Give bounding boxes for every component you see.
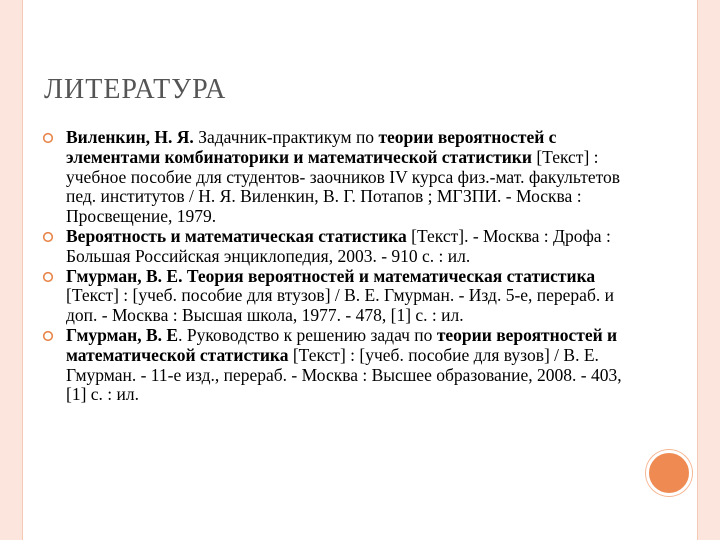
title-bold: теории вероятностей и математической статистика bbox=[66, 324, 618, 365]
circle-bullet-icon bbox=[42, 132, 54, 144]
bibliography-item bbox=[42, 267, 622, 326]
decorative-orange-circle bbox=[646, 450, 692, 496]
right-decorative-border bbox=[698, 0, 720, 540]
author-title-bold: Гмурман, В. Е. Теория вероятностей и математическая статистика bbox=[66, 265, 596, 286]
bibliography-list bbox=[42, 128, 622, 405]
left-border-line bbox=[22, 0, 23, 540]
title-bold: теории вероятностей с элементами комбинаторики и математической статистики bbox=[66, 127, 557, 167]
entry-text: [Текст] : [учеб. пособие для вузов] / В. Е. Гмурман. - 11-е изд., перераб. - Москва : Высшее образование, 2008. - 403, [1] с. : ил. bbox=[66, 344, 622, 405]
bibliography-item bbox=[42, 128, 622, 227]
bibliography-item bbox=[42, 227, 622, 267]
entry-text: [Текст] : [учеб. пособие для втузов] / В. Е. Гмурман. - Изд. 5-е, перераб. и доп. - Москва : Высшая школа, 1977. - 478, [1] с. : ил. bbox=[66, 285, 614, 326]
entry-text: [Текст]. - Москва : Дрофа : Большая Российская энциклопедия, 2003. - 910 с. : ил. bbox=[66, 225, 611, 266]
left-decorative-border bbox=[0, 0, 22, 540]
circle-bullet-icon bbox=[42, 231, 54, 243]
title-bold: Вероятность и математическая статистика bbox=[66, 225, 407, 246]
slide-title: ЛИТЕРАТУРА bbox=[44, 74, 227, 105]
right-border-line bbox=[697, 0, 698, 540]
entry-text: [Текст] : учебное пособие для студентов- заочников IV курса физ.-мат. факультетов пед. институтов / Н. Я. Виленкин, В. Г. Потапов ; МГЗПИ. - Москва : Просвещение, 1979. bbox=[66, 146, 621, 227]
circle-bullet-icon bbox=[42, 330, 54, 342]
circle-bullet-icon bbox=[42, 271, 54, 283]
author-bold: Виленкин, Н. Я. bbox=[66, 127, 194, 147]
entry-text: . Руководство к решению задач по bbox=[178, 324, 437, 345]
author-bold: Гмурман, В. Е bbox=[66, 324, 179, 345]
bibliography-item bbox=[42, 326, 622, 405]
entry-text: Задачник-практикум по bbox=[193, 127, 379, 147]
